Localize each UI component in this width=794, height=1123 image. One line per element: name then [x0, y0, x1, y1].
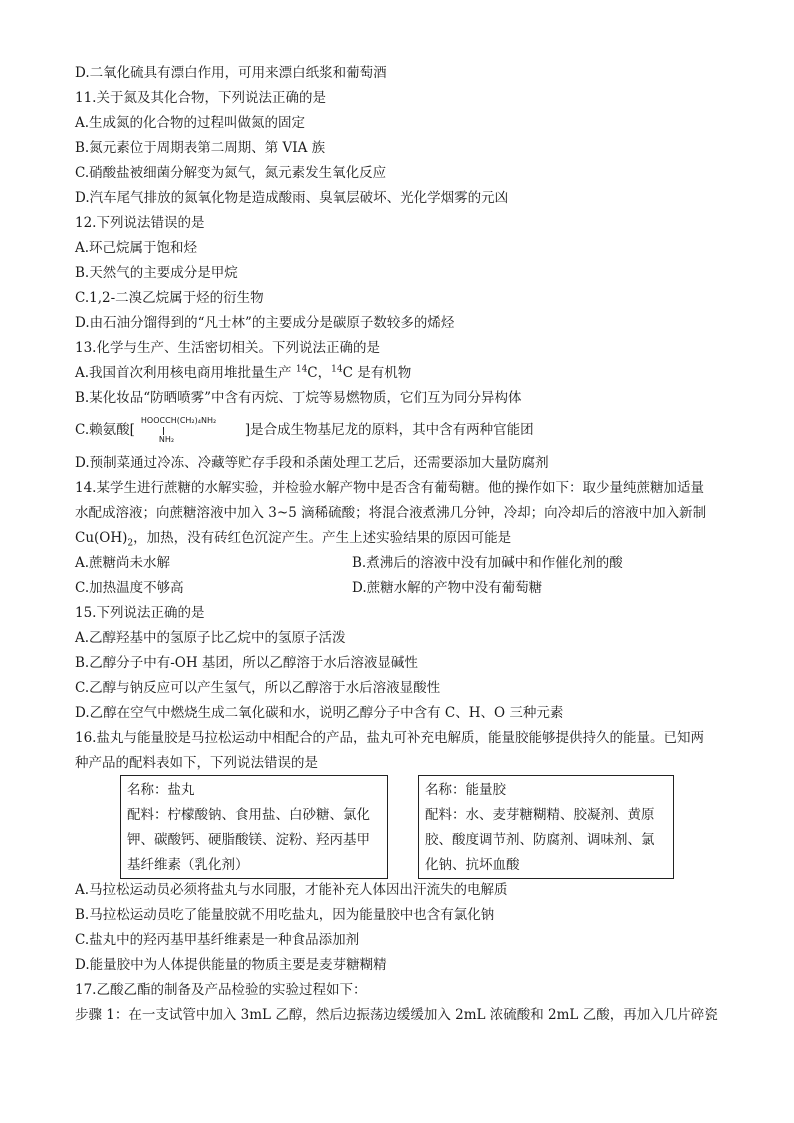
q13a-text-mid: C，: [307, 365, 332, 381]
q14-stem-line-2: 水配成溶液；向蔗糖溶液中加入 3~5 滴稀硫酸；将混合液煮沸几分钟，冷却；向冷却后的溶液中加入新制: [75, 505, 707, 521]
q13-option-a: [75, 363, 411, 383]
q14-copper-hydroxide-sub: 2: [127, 538, 134, 549]
q12-option-c: C.1,2-二溴乙烷属于烃的衍生物: [75, 290, 264, 306]
q17-step-1: 步骤 1：在一支试管中加入 3mL 乙醇，然后边振荡边缓缓加入 2mL 浓硫酸和 2mL 乙酸，再加入几片碎瓷: [75, 1007, 718, 1023]
energy-gel-ingredients-line-1: 配料：水、麦芽糖糊精、胶凝剂、黄原: [425, 807, 655, 823]
salt-pill-ingredients-line-3: 基纤维素（乳化剂）: [127, 857, 249, 873]
salt-pill-ingredients-box: [120, 775, 388, 879]
q13-option-c: [75, 415, 534, 444]
q16-stem-line-2: 种产品的配料表如下，下列说法错误的是: [75, 755, 318, 771]
lysine-formula-bond: [163, 427, 164, 435]
q11-option-c: C.硝酸盐被细菌分解变为氮气，氮元素发生氧化反应: [75, 165, 387, 181]
q12-option-a: A.环己烷属于饱和烃: [75, 240, 198, 256]
q15-option-b: B.乙醇分子中有-OH 基团，所以乙醇溶于水后溶液显碱性: [75, 655, 418, 671]
q14-copper-hydroxide: Cu(OH): [75, 530, 128, 546]
salt-pill-ingredients-line-2: 钾、碳酸钙、硬脂酸镁、淀粉、羟丙基甲: [127, 832, 370, 848]
q11-option-a: A.生成氮的化合物的过程叫做氮的固定: [75, 115, 306, 131]
q14-option-c: C.加热温度不够高: [75, 580, 184, 596]
q11-stem: 11.关于氮及其化合物，下列说法正确的是: [75, 90, 326, 106]
q15-stem: 15.下列说法正确的是: [75, 605, 205, 621]
q16-option-d: D.能量胶中为人体提供能量的物质主要是麦芽糖糊精: [75, 957, 387, 973]
q16-option-b: B.马拉松运动员吃了能量胶就不用吃盐丸，因为能量胶中也含有氯化钠: [75, 907, 495, 923]
q13a-isotope-sup-1: 14: [295, 364, 308, 375]
q17-stem: 17.乙酸乙酯的制备及产品检验的实验过程如下：: [75, 982, 367, 998]
q14-stem-line-3-rest: ，加热，没有砖红色沉淀产生。产生上述实验结果的原因可能是: [133, 530, 512, 546]
q12-option-b: B.天然气的主要成分是甲烷: [75, 265, 238, 281]
q16-option-a: A.马拉松运动员必须将盐丸与水同服，才能补充人体因出汗流失的电解质: [75, 882, 508, 898]
lysine-formula-main-chain: HOOCCH(CH₂)₄NH₂: [140, 415, 217, 425]
q13c-text-post: ]是合成生物基尼龙的原料，其中含有两种官能团: [244, 422, 534, 438]
energy-gel-ingredients-line-3: 化钠、抗坏血酸: [425, 857, 520, 873]
q13c-text-pre: C.赖氨酸[: [75, 422, 135, 438]
q14-stem-line-1: 14.某学生进行蔗糖的水解实验，并检验水解产物中是否含有葡萄糖。他的操作如下：取少量纯蔗糖加适量: [75, 480, 704, 496]
q12-stem: 12.下列说法错误的是: [75, 215, 205, 231]
q15-option-a: A.乙醇羟基中的氢原子比乙烷中的氢原子活泼: [75, 630, 346, 646]
q14-option-b: B.煮沸后的溶液中没有加碱中和作催化剂的酸: [352, 555, 623, 571]
q10-option-d: D.二氧化硫具有漂白作用，可用来漂白纸浆和葡萄酒: [75, 65, 387, 81]
q11-option-b: B.氮元素位于周期表第二周期、第 VIA 族: [75, 140, 326, 156]
q13a-text-post: C 是有机物: [342, 365, 412, 381]
salt-pill-ingredients-line-1: 配料：柠檬酸钠、食用盐、白砂糖、氯化: [127, 807, 370, 823]
q13-option-d: D.预制菜通过冷冻、冷藏等贮存手段和杀菌处理工艺后，还需要添加大量防腐剂: [75, 455, 549, 471]
q12-option-d: D.由石油分馏得到的“凡士林”的主要成分是碳原子数较多的烯烃: [75, 315, 455, 331]
q15-option-c: C.乙醇与钠反应可以产生氢气，所以乙醇溶于水后溶液显酸性: [75, 680, 441, 696]
salt-pill-name: 名称：盐丸: [127, 782, 195, 798]
q16-option-c: C.盐丸中的羟丙基甲基纤维素是一种食品添加剂: [75, 932, 360, 948]
q14-option-d: D.蔗糖水解的产物中没有葡萄糖: [352, 580, 543, 596]
q13a-isotope-sup-2: 14: [331, 364, 343, 375]
q15-option-d: D.乙醇在空气中燃烧生成二氧化碳和水，说明乙醇分子中含有 C、H、O 三种元素: [75, 705, 564, 721]
q11-option-d: D.汽车尾气排放的氮氧化物是造成酸雨、臭氧层破坏、光化学烟雾的元凶: [75, 190, 509, 206]
lysine-structural-formula: [135, 415, 245, 444]
energy-gel-name: 名称：能量胶: [425, 782, 506, 798]
q14-option-a: A.蔗糖尚未水解: [75, 555, 171, 571]
energy-gel-ingredients-box: [418, 775, 674, 879]
q16-stem-line-1: 16.盐丸与能量胶是马拉松运动中相配合的产品，盐丸可补充电解质，能量胶能够提供持久的能量。已知两: [75, 730, 704, 746]
energy-gel-ingredients-line-2: 胶、酸度调节剂、防腐剂、调味剂、氯: [425, 832, 655, 848]
q13-option-b: B.某化妆品“防晒喷雾”中含有丙烷、丁烷等易燃物质，它们互为同分异构体: [75, 390, 522, 406]
lysine-formula-amino-group: NH₂: [158, 434, 175, 444]
q14-stem-line-3: [75, 528, 511, 548]
q13-stem: 13.化学与生产、生活密切相关。下列说法正确的是: [75, 340, 380, 356]
q13a-text-pre: A.我国首次利用核电商用堆批量生产: [75, 365, 296, 381]
